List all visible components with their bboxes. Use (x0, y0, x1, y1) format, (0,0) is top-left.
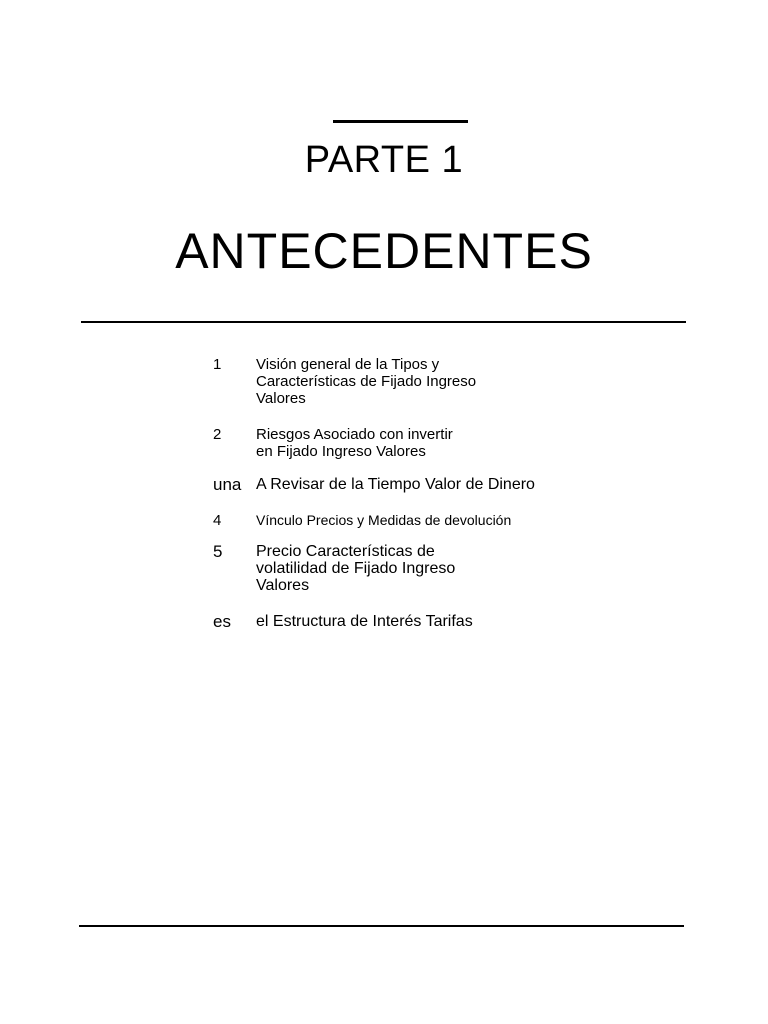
toc-item-title (256, 356, 596, 407)
toc-line: volatilidad de Fijado Ingreso (256, 560, 456, 577)
toc-item-title (256, 512, 596, 529)
section-divider (81, 321, 686, 323)
toc-item-number: 2 (213, 426, 222, 443)
toc-line: Visión general de la Tipos y (256, 356, 440, 373)
toc-item-title (256, 543, 596, 594)
toc-item-title (256, 613, 596, 630)
bottom-rule (79, 925, 684, 927)
toc-line: Precio Características de (256, 543, 435, 560)
toc-item-number: 1 (213, 356, 222, 373)
toc-line: Vínculo Precios y Medidas de devolución (256, 512, 512, 528)
part-label: PARTE 1 (304, 139, 464, 181)
toc-line: el Estructura de Interés Tarifas (256, 613, 473, 630)
toc-item-title (256, 476, 596, 493)
toc-item-number: 5 (213, 542, 223, 561)
toc-line: Riesgos Asociado con invertir (256, 426, 453, 443)
toc-line: A Revisar de la Tiempo Valor de Dinero (256, 476, 535, 493)
toc-line: Valores (256, 390, 306, 407)
part-title: ANTECEDENTES (175, 223, 593, 279)
toc-line: Valores (256, 577, 310, 594)
toc-item-title (256, 426, 596, 460)
toc-item-number: es (213, 612, 231, 631)
toc-item-number: 4 (213, 512, 222, 529)
toc-line: en Fijado Ingreso Valores (256, 443, 426, 460)
top-rule (333, 120, 468, 123)
toc-line: Características de Fijado Ingreso (256, 373, 477, 390)
toc-item-number: una (213, 475, 242, 494)
